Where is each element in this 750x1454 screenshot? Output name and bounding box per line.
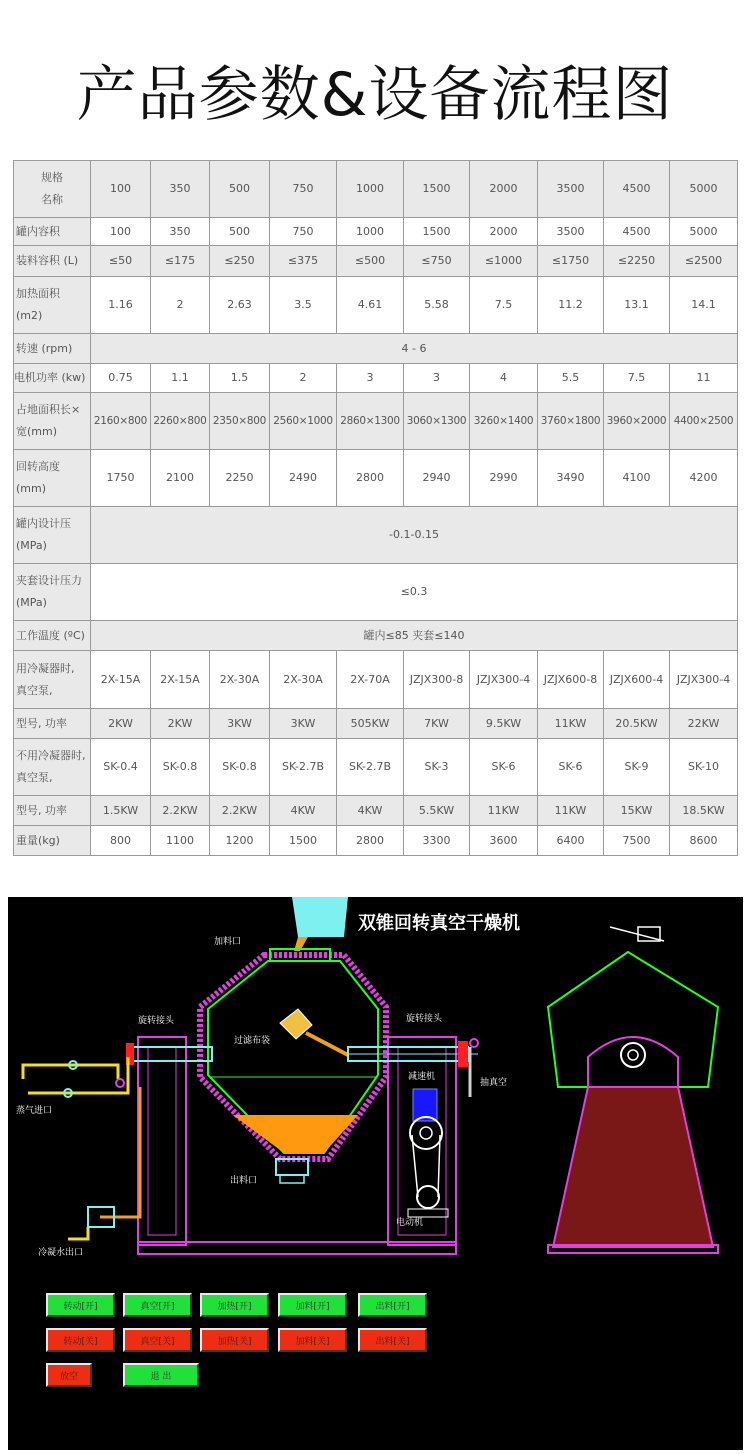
table-cell: 1500 [404,161,470,218]
left-pedestal [138,1037,186,1245]
side-view-bearing [621,1043,645,1067]
feed-off-button[interactable]: 加料[关] [278,1328,347,1352]
row-label: 电机功率 (kw) [14,364,91,393]
table-cell: 2X-15A [151,651,210,709]
table-row-weight [14,826,738,856]
row-label: 装料容积 (L) [14,246,91,277]
table-cell: 2940 [404,450,470,507]
table-cell: 505KW [337,709,404,739]
table-cell: 4100 [604,450,670,507]
row-label: 不用冷凝器时, 真空泵, [14,739,91,796]
vent-button[interactable]: 放空 [46,1363,92,1387]
label-reducer: 减速机 [408,1072,436,1082]
table-cell: SK-0.8 [210,739,270,796]
table-row-tank-pressure [14,507,738,564]
discharge-on-button[interactable]: 出料[开] [358,1293,427,1317]
table-cell: 3300 [404,826,470,856]
table-cell: ≤1000 [470,246,538,277]
table-cell: JZJX300-4 [670,651,738,709]
table-cell: 11.2 [538,277,604,334]
table-cell: 3600 [470,826,538,856]
table-cell: 2X-15A [91,651,151,709]
table-cell: 4500 [604,161,670,218]
table-row-pump-without-condenser [14,739,738,796]
table-cell: 2860×1300 [337,393,404,450]
table-cell: 2 [270,364,337,393]
table-cell: SK-10 [670,739,738,796]
table-cell: 2560×1000 [270,393,337,450]
table-cell: 2990 [470,450,538,507]
table-row-models [14,161,738,218]
table-cell: 7500 [604,826,670,856]
table-row-speed [14,334,738,364]
table-cell: 4500 [604,218,670,246]
label-filter-bag: 过滤布袋 [234,1036,271,1046]
label-motor: 电动机 [396,1218,424,1228]
table-row-volume [14,218,738,246]
table-cell: SK-2.7B [337,739,404,796]
motor-pulley [417,1186,439,1208]
table-cell: ≤500 [337,246,404,277]
table-cell: 2X-30A [210,651,270,709]
table-cell: 4.61 [337,277,404,334]
table-cell: ≤0.3 [91,564,738,621]
table-cell: 2800 [337,826,404,856]
table-cell: 1500 [270,826,337,856]
table-cell: 750 [270,218,337,246]
table-cell: 0.75 [91,364,151,393]
table-cell: 7KW [404,709,470,739]
table-cell: 5000 [670,218,738,246]
table-cell: 11KW [470,796,538,826]
table-cell: 1500 [404,218,470,246]
table-cell: 3060×1300 [404,393,470,450]
table-cell: ≤1750 [538,246,604,277]
table-cell: 3.5 [270,277,337,334]
table-cell: 2350×800 [210,393,270,450]
table-cell: ≤375 [270,246,337,277]
table-cell: ≤2500 [670,246,738,277]
feed-hopper [292,897,348,937]
table-cell: 3500 [538,218,604,246]
table-cell: 100 [91,161,151,218]
table-cell: 6400 [538,826,604,856]
table-cell: SK-2.7B [270,739,337,796]
table-row-pump-with-condenser [14,651,738,709]
label-rotary-joint-right: 旋转接头 [406,1014,443,1024]
dryer-schematic [8,897,743,1450]
table-cell: 350 [151,218,210,246]
vacuum-gauge [470,1039,478,1047]
label-steam-inlet: 蒸气进口 [16,1106,53,1116]
spec-table [13,160,738,856]
table-cell: ≤750 [404,246,470,277]
table-cell: JZJX600-8 [538,651,604,709]
table-cell: 14.1 [670,277,738,334]
table-cell: 3 [337,364,404,393]
table-row-pump-with-condenser-power [14,709,738,739]
vacuum-on-button[interactable]: 真空[开] [123,1293,192,1317]
table-cell: 3500 [538,161,604,218]
table-cell: 4KW [337,796,404,826]
table-cell: JZJX300-8 [404,651,470,709]
table-cell: 7.5 [470,277,538,334]
table-cell: SK-0.4 [91,739,151,796]
table-cell: JZJX300-4 [470,651,538,709]
table-cell: 4 [470,364,538,393]
table-cell: 3960×2000 [604,393,670,450]
row-label: 占地面积长×宽(mm) [14,393,91,450]
table-cell: 350 [151,161,210,218]
table-cell: 800 [91,826,151,856]
pressure-gauge [116,1079,124,1087]
side-view-stand [553,1087,713,1247]
steam-pipe-2 [28,1057,128,1093]
table-cell: 9.5KW [470,709,538,739]
table-cell: ≤2250 [604,246,670,277]
table-cell: 3 [404,364,470,393]
vacuum-off-button[interactable]: 真空[关] [123,1328,192,1352]
table-row-rotation-height [14,450,738,507]
table-cell: 7.5 [604,364,670,393]
filter-pipe [306,1033,348,1055]
rotate-off-button[interactable]: 转动[关] [46,1328,115,1352]
row-label: 转速 (rpm) [14,334,91,364]
label-vacuum: 抽真空 [480,1078,508,1088]
row-label: 夹套设计压力 (MPa) [14,564,91,621]
row-label: 用冷凝器时, 真空泵, [14,651,91,709]
table-cell: 2.2KW [151,796,210,826]
table-row-footprint [14,393,738,450]
table-cell: 3490 [538,450,604,507]
condensate-outlet [68,1227,88,1239]
side-view-lever [610,927,664,941]
table-cell: 2 [151,277,210,334]
discharge-flange [280,1175,304,1183]
table-cell: 1.5KW [91,796,151,826]
table-row-jacket-pressure [14,564,738,621]
table-cell: 1.5 [210,364,270,393]
reducer-wheel-hub [420,1127,432,1139]
label-rotary-joint-left: 旋转接头 [138,1016,175,1026]
table-cell: 2KW [91,709,151,739]
table-cell: 11 [670,364,738,393]
right-flange [458,1041,468,1067]
row-label: 回转高度 (mm) [14,450,91,507]
table-cell: 5.58 [404,277,470,334]
table-cell: 2250 [210,450,270,507]
heat-on-button[interactable]: 加热[开] [200,1293,269,1317]
row-label: 工作温度 (ºC) [14,621,91,651]
table-cell: 20.5KW [604,709,670,739]
table-cell: 2100 [151,450,210,507]
table-cell: 750 [270,161,337,218]
table-cell: 2000 [470,218,538,246]
table-cell: 4400×2500 [670,393,738,450]
table-cell: ≤250 [210,246,270,277]
table-row-load [14,246,738,277]
table-cell: 1000 [337,161,404,218]
table-cell: 4KW [270,796,337,826]
table-cell: SK-9 [604,739,670,796]
table-cell: 2490 [270,450,337,507]
table-cell: ≤50 [91,246,151,277]
table-cell: 5.5 [538,364,604,393]
table-cell: 2.2KW [210,796,270,826]
table-cell: SK-6 [470,739,538,796]
table-cell: SK-6 [538,739,604,796]
condensate-pipe [100,1087,140,1217]
table-cell: 100 [91,218,151,246]
table-cell: 2X-30A [270,651,337,709]
discharge-off-button[interactable]: 出料[关] [358,1328,427,1352]
table-cell: 500 [210,218,270,246]
table-cell: 3KW [270,709,337,739]
label-feed-port: 加料口 [214,937,242,947]
process-diagram [8,897,743,1450]
reducer-wheel [410,1117,442,1149]
label-discharge-port: 出料口 [230,1176,258,1186]
table-cell: 8600 [670,826,738,856]
table-cell: 3260×1400 [470,393,538,450]
row-label: 罐内容积 [14,218,91,246]
table-cell: 22KW [670,709,738,739]
page-title: 产品参数&设备流程图 [76,60,674,130]
table-row-pump-without-condenser-power [14,796,738,826]
table-cell: 2160×800 [91,393,151,450]
table-cell: -0.1-0.15 [91,507,738,564]
table-cell: 1100 [151,826,210,856]
table-cell: 15KW [604,796,670,826]
table-cell: 13.1 [604,277,670,334]
side-view-arch [588,1037,678,1087]
diagram-title: 双锥回转真空干燥机 [358,913,520,934]
exit-button[interactable]: 退 出 [123,1363,199,1387]
table-cell: JZJX600-4 [604,651,670,709]
table-cell: 2.63 [210,277,270,334]
heat-off-button[interactable]: 加热[关] [200,1328,269,1352]
row-label: 重量(kg) [14,826,91,856]
table-cell: 2KW [151,709,210,739]
left-pedestal-inner [148,1047,176,1235]
table-row-work-temp [14,621,738,651]
table-row-heating-area [14,277,738,334]
table-cell: 1.16 [91,277,151,334]
table-cell: 2800 [337,450,404,507]
rotate-on-button[interactable]: 转动[开] [46,1293,115,1317]
table-cell: 18.5KW [670,796,738,826]
table-cell: 1000 [337,218,404,246]
row-label: 加热面积 (m2) [14,277,91,334]
table-cell: 罐内≤85 夹套≤140 [91,621,738,651]
table-cell: 1200 [210,826,270,856]
table-cell: SK-0.8 [151,739,210,796]
table-row-motor-power [14,364,738,393]
table-cell: 3KW [210,709,270,739]
table-cell: 3760×1800 [538,393,604,450]
table-cell: 4 - 6 [91,334,738,364]
table-cell: 2X-70A [337,651,404,709]
feed-on-button[interactable]: 加料[开] [278,1293,347,1317]
table-cell: 5000 [670,161,738,218]
row-label: 罐内设计压 (MPa) [14,507,91,564]
table-cell: 500 [210,161,270,218]
side-view-bearing-inner [628,1050,638,1060]
table-cell: 1750 [91,450,151,507]
table-cell: 2260×800 [151,393,210,450]
table-cell: 11KW [538,796,604,826]
row-label: 型号, 功率 [14,709,91,739]
table-cell: ≤175 [151,246,210,277]
label-condensate-outlet: 冷凝水出口 [38,1248,84,1258]
table-cell: 1.1 [151,364,210,393]
table-cell: 2000 [470,161,538,218]
model-header-cell: 规格 名称 [14,161,91,218]
table-cell: 11KW [538,709,604,739]
table-cell: 4200 [670,450,738,507]
row-label: 型号, 功率 [14,796,91,826]
table-cell: 5.5KW [404,796,470,826]
table-cell: SK-3 [404,739,470,796]
